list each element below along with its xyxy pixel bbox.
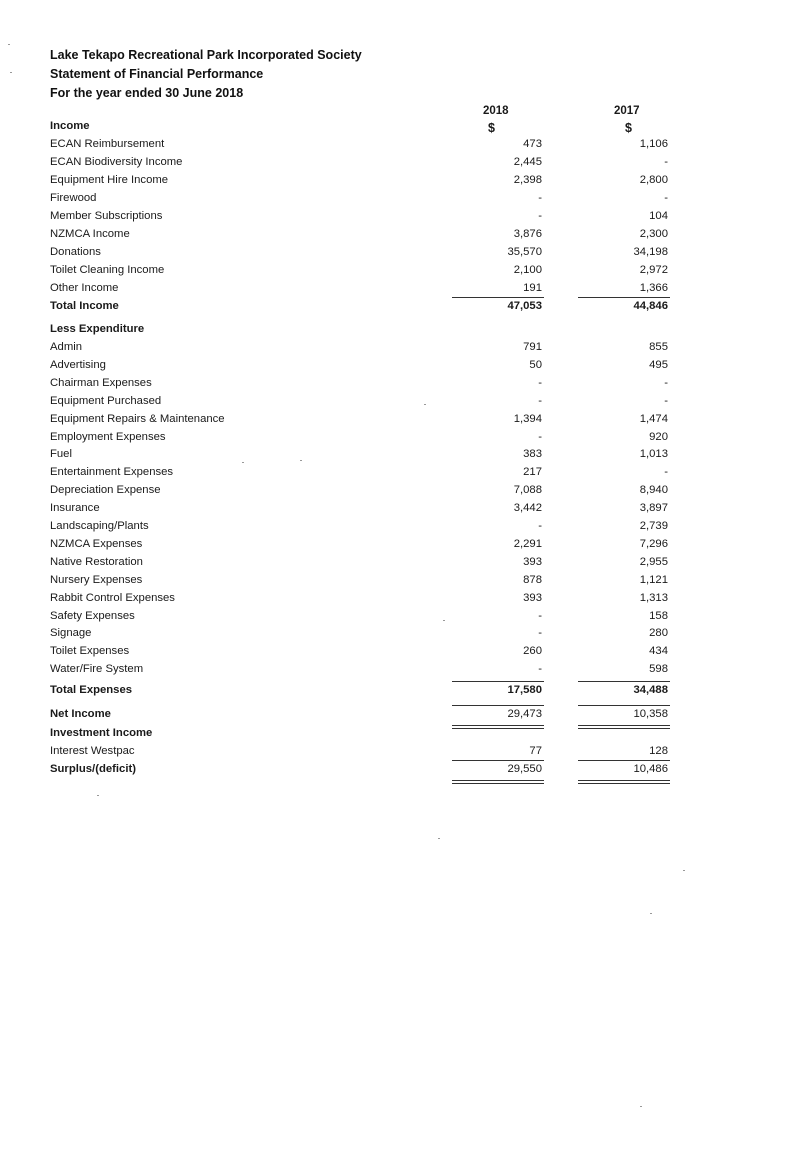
line-item-label: Safety Expenses (50, 609, 135, 622)
line-item-value-2018: 77 (529, 745, 542, 757)
line-item-row (50, 610, 670, 628)
line-item-value-2018: 2,291 (513, 537, 542, 550)
line-item-row (50, 264, 670, 282)
line-item-row (50, 520, 670, 538)
line-item-value-2017: 128 (649, 745, 668, 757)
line-item-row (50, 502, 670, 520)
surplus-line-2018 (452, 760, 544, 761)
line-item-row (50, 627, 670, 645)
total-income-label: Total Income (50, 300, 119, 312)
net-income-line-2017 (578, 705, 670, 706)
net-income-row (50, 708, 670, 726)
surplus-label: Surplus/(deficit) (50, 763, 136, 775)
income-heading: Income (50, 120, 90, 132)
line-item-value-2018: 2,398 (513, 174, 542, 186)
total-income-row (50, 300, 670, 318)
line-item-value-2017: 434 (649, 645, 668, 658)
scan-speck (242, 462, 244, 463)
total-expenses-2017: 34,488 (633, 684, 668, 696)
line-item-label: Chairman Expenses (50, 376, 152, 389)
statement-title: Statement of Financial Performance (50, 67, 264, 81)
line-item-value-2017: 1,106 (639, 138, 668, 150)
column-year-2017: 2017 (614, 105, 640, 117)
line-item-label: Equipment Hire Income (50, 174, 169, 186)
line-item-row (50, 174, 670, 192)
line-item-value-2017: 1,474 (639, 412, 668, 425)
line-item-label: Advertising (50, 358, 106, 371)
line-item-value-2018: 791 (523, 341, 542, 353)
line-item-label: Nursery Expenses (50, 573, 143, 586)
income-subtotal-line-2017 (578, 297, 670, 298)
line-item-row (50, 556, 670, 574)
line-item-value-2018: - (538, 192, 542, 204)
net-income-2017: 10,358 (633, 708, 668, 720)
line-item-value-2018: - (538, 627, 542, 640)
line-item-value-2018: 878 (523, 573, 542, 586)
surplus-2017: 10,486 (633, 763, 668, 775)
line-item-row (50, 484, 670, 502)
surplus-2018: 29,550 (507, 763, 542, 775)
line-item-value-2018: 35,570 (507, 246, 542, 258)
line-item-value-2017: 2,972 (639, 264, 668, 276)
surplus-double-line-2017 (578, 780, 670, 784)
line-item-label: Fuel (50, 448, 72, 461)
expenses-subtotal-line-2017 (578, 681, 670, 682)
line-item-label: NZMCA Expenses (50, 537, 143, 550)
line-item-value-2018: 1,394 (513, 412, 542, 425)
line-item-label: Other Income (50, 282, 119, 294)
line-item-value-2017: 598 (649, 663, 668, 676)
line-item-label: Water/Fire System (50, 663, 144, 676)
line-item-value-2018: 393 (523, 555, 542, 568)
line-item-row (50, 574, 670, 592)
column-unit-2018: $ (488, 121, 495, 135)
organisation-name: Lake Tekapo Recreational Park Incorporated Society (50, 48, 362, 62)
line-item-label: Equipment Purchased (50, 394, 162, 407)
investment-heading: Investment Income (50, 727, 153, 739)
line-item-label: Entertainment Expenses (50, 466, 174, 479)
line-item-label: Firewood (50, 192, 97, 204)
scan-speck (683, 870, 685, 871)
line-item-row (50, 538, 670, 556)
line-item-row (50, 377, 670, 395)
line-item-label: Donations (50, 246, 101, 258)
line-item-row (50, 282, 670, 300)
line-item-row (50, 645, 670, 663)
line-item-label: Native Restoration (50, 555, 143, 568)
total-income-2017: 44,846 (633, 300, 668, 312)
line-item-value-2017: 7,296 (639, 537, 668, 550)
expenditure-heading: Less Expenditure (50, 323, 145, 335)
line-item-row (50, 228, 670, 246)
line-item-label: Interest Westpac (50, 745, 135, 757)
line-item-value-2017: 2,300 (639, 228, 668, 240)
income-heading-row (50, 120, 670, 138)
line-item-value-2017: 34,198 (633, 246, 668, 258)
line-item-value-2018: - (538, 520, 542, 532)
line-item-row (50, 246, 670, 264)
total-expenses-2018: 17,580 (507, 684, 542, 696)
line-item-label: Rabbit Control Expenses (50, 591, 175, 604)
line-item-label: Depreciation Expense (50, 484, 161, 497)
total-expenses-row (50, 684, 670, 702)
line-item-value-2018: 3,442 (513, 502, 542, 515)
line-item-label: Toilet Cleaning Income (50, 264, 165, 276)
line-item-row (50, 592, 670, 610)
scan-speck (650, 913, 652, 914)
line-item-label: Landscaping/Plants (50, 520, 149, 532)
line-item-value-2018: - (538, 394, 542, 407)
line-item-value-2017: 1,013 (639, 448, 668, 461)
line-item-value-2017: - (664, 156, 668, 168)
line-item-row (50, 395, 670, 413)
surplus-double-line-2018 (452, 780, 544, 784)
total-expenses-label: Total Expenses (50, 684, 133, 696)
line-item-value-2017: 3,897 (639, 502, 668, 515)
line-item-value-2017: - (664, 192, 668, 204)
scan-speck (8, 44, 10, 45)
line-item-label: Employment Expenses (50, 430, 166, 443)
line-item-value-2018: - (538, 430, 542, 443)
line-item-value-2018: 50 (529, 358, 542, 371)
line-item-value-2018: 7,088 (513, 484, 542, 497)
line-item-row (50, 745, 670, 763)
line-item-label: Member Subscriptions (50, 210, 163, 222)
line-item-value-2018: 473 (523, 138, 542, 150)
investment-heading-row (50, 727, 670, 745)
line-item-label: Toilet Expenses (50, 645, 130, 658)
line-item-label: Signage (50, 627, 92, 640)
line-item-value-2018: 191 (523, 282, 542, 294)
scan-speck (97, 795, 99, 796)
scan-speck (10, 72, 12, 73)
line-item-label: Equipment Repairs & Maintenance (50, 412, 225, 425)
line-item-row (50, 156, 670, 174)
line-item-row (50, 210, 670, 228)
line-item-row (50, 413, 670, 431)
line-item-value-2017: - (664, 376, 668, 389)
income-subtotal-line-2018 (452, 297, 544, 298)
line-item-value-2018: - (538, 376, 542, 389)
line-item-value-2017: 920 (649, 430, 668, 443)
line-item-value-2017: 2,955 (639, 555, 668, 568)
column-year-2018: 2018 (483, 105, 509, 117)
scan-speck (300, 460, 302, 461)
line-item-value-2017: 158 (649, 609, 668, 622)
line-item-row (50, 192, 670, 210)
line-item-label: ECAN Biodiversity Income (50, 156, 183, 168)
line-item-label: Insurance (50, 502, 100, 515)
statement-period: For the year ended 30 June 2018 (50, 86, 244, 100)
scan-speck (438, 838, 440, 839)
net-income-line-2018 (452, 705, 544, 706)
line-item-value-2018: - (538, 210, 542, 222)
line-item-label: NZMCA Income (50, 228, 130, 240)
line-item-value-2018: 260 (523, 645, 542, 658)
line-item-row (50, 431, 670, 449)
expenditure-heading-row (50, 323, 670, 341)
line-item-row (50, 448, 670, 466)
scan-speck (443, 620, 445, 621)
line-item-value-2018: 2,445 (513, 156, 542, 168)
line-item-value-2018: 217 (523, 466, 542, 479)
line-item-row (50, 663, 670, 681)
line-item-row (50, 138, 670, 156)
line-item-value-2017: - (664, 466, 668, 479)
line-item-label: Admin (50, 341, 83, 353)
surplus-line-2017 (578, 760, 670, 761)
line-item-value-2018: - (538, 609, 542, 622)
line-item-value-2018: - (538, 663, 542, 676)
line-item-value-2018: 393 (523, 591, 542, 604)
line-item-value-2017: 2,739 (639, 520, 668, 532)
line-item-value-2018: 383 (523, 448, 542, 461)
line-item-value-2017: 495 (649, 358, 668, 371)
statement-header (50, 46, 362, 103)
line-item-value-2017: - (664, 394, 668, 407)
line-item-row (50, 466, 670, 484)
line-item-value-2017: 1,366 (639, 282, 668, 294)
line-item-value-2017: 2,800 (639, 174, 668, 186)
line-item-value-2018: 2,100 (513, 264, 542, 276)
line-item-row (50, 359, 670, 377)
line-item-value-2017: 280 (649, 627, 668, 640)
line-item-value-2018: 3,876 (513, 228, 542, 240)
total-income-2018: 47,053 (507, 300, 542, 312)
scan-speck (640, 1106, 642, 1107)
line-item-row (50, 341, 670, 359)
line-item-value-2017: 855 (649, 341, 668, 353)
line-item-value-2017: 1,121 (639, 573, 668, 586)
surplus-row (50, 763, 670, 781)
net-income-label: Net Income (50, 708, 111, 720)
line-item-value-2017: 1,313 (639, 591, 668, 604)
line-item-label: ECAN Reimbursement (50, 138, 165, 150)
line-item-value-2017: 104 (649, 210, 668, 222)
scan-speck (424, 404, 426, 405)
expenses-subtotal-line-2018 (452, 681, 544, 682)
line-item-value-2017: 8,940 (639, 484, 668, 497)
column-unit-2017: $ (625, 121, 632, 135)
net-income-2018: 29,473 (507, 708, 542, 720)
